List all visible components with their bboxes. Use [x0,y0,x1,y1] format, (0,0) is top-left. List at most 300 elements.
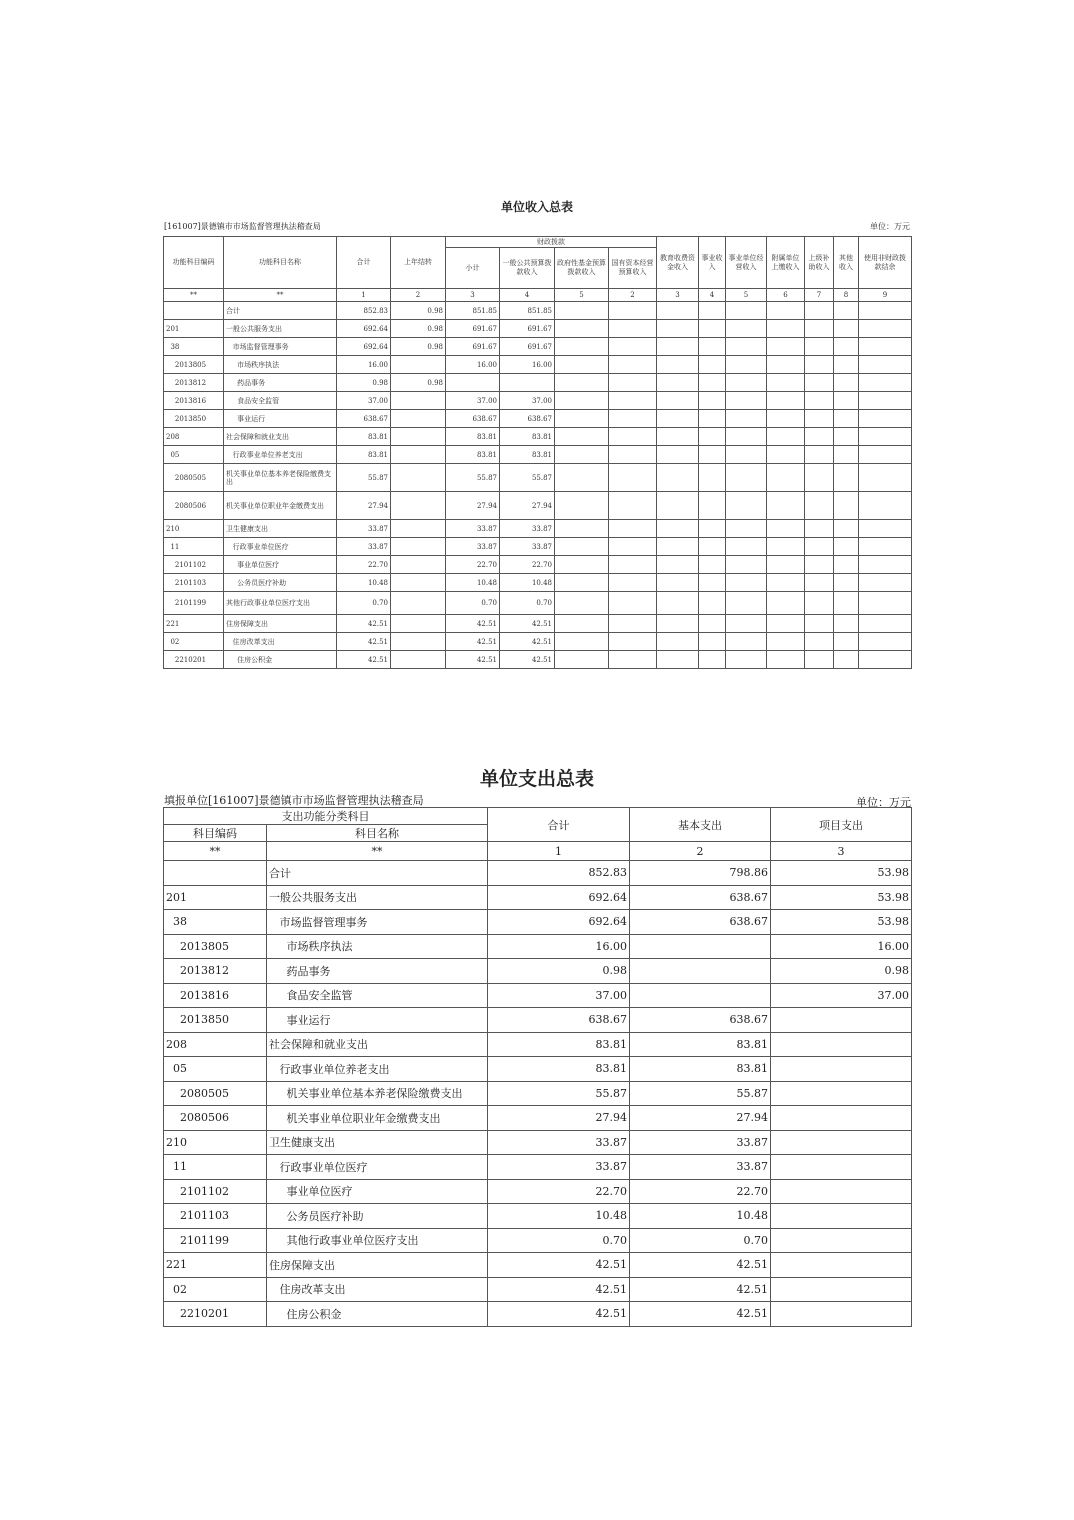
income-cell-code: 2013805 [164,356,224,374]
expense-cell-code: 02 [164,1277,267,1302]
income-cell-empty [699,428,726,446]
expense-table-row [164,1032,912,1057]
income-cell-carryover [391,464,446,492]
income-cell-empty [699,556,726,574]
income-cell-empty [609,446,657,464]
income-cell-total: 16.00 [337,356,391,374]
income-cell-carryover [391,356,446,374]
income-cell-subtotal [446,374,500,392]
expense-cell-code: 38 [164,910,267,935]
income-index-cell: 3 [446,289,500,302]
income-cell-empty [859,374,912,392]
income-cell-empty [767,574,805,592]
income-cell-general-budget: 27.94 [500,492,555,520]
income-cell-subtotal: 16.00 [446,356,500,374]
income-cell-code: 2080506 [164,492,224,520]
income-table-row [164,392,912,410]
income-cell-code [164,302,224,320]
income-cell-empty [657,446,699,464]
income-cell-carryover [391,574,446,592]
expense-cell-project [771,1277,912,1302]
income-cell-empty [657,302,699,320]
income-cell-empty [699,374,726,392]
income-cell-total: 55.87 [337,464,391,492]
income-cell-empty [767,338,805,356]
income-cell-code: 208 [164,428,224,446]
income-cell-empty [726,302,767,320]
income-cell-name: 行政事业单位医疗 [224,538,337,556]
income-cell-empty [726,615,767,633]
expense-cell-code: 2013816 [164,983,267,1008]
income-cell-total: 0.70 [337,592,391,615]
income-cell-empty [859,574,912,592]
income-header-business-income: 事业收入 [699,237,726,289]
income-cell-general-budget: 37.00 [500,392,555,410]
income-cell-subtotal: 42.51 [446,615,500,633]
expense-table-row [164,1081,912,1106]
income-cell-general-budget: 42.51 [500,651,555,669]
expense-index-cell: 3 [771,842,912,861]
income-cell-name: 市场监督管理事务 [224,338,337,356]
income-header-superior-subsidy: 上级补助收入 [805,237,834,289]
income-table-row [164,356,912,374]
income-cell-empty [726,356,767,374]
income-cell-empty [555,410,609,428]
expense-cell-code: 2101199 [164,1228,267,1253]
expense-table-row [164,1008,912,1033]
income-cell-empty [726,633,767,651]
expense-cell-total: 33.87 [488,1130,630,1155]
income-cell-code: 2013850 [164,410,224,428]
income-cell-empty [726,592,767,615]
expense-cell-code: 2013805 [164,934,267,959]
income-cell-subtotal: 27.94 [446,492,500,520]
income-cell-empty [859,410,912,428]
income-cell-empty [859,302,912,320]
income-cell-empty [609,538,657,556]
income-cell-subtotal: 83.81 [446,428,500,446]
expense-table-row [164,983,912,1008]
income-cell-empty [767,615,805,633]
expense-cell-basic: 10.48 [630,1204,771,1229]
expense-cell-project [771,1008,912,1033]
income-cell-empty [555,538,609,556]
income-table-row [164,302,912,320]
income-cell-name: 住房公积金 [224,651,337,669]
income-cell-name: 药品事务 [224,374,337,392]
income-cell-empty [805,592,834,615]
income-cell-carryover [391,392,446,410]
expense-cell-total: 27.94 [488,1106,630,1131]
expense-cell-name: 其他行政事业单位医疗支出 [267,1228,488,1253]
expense-table-row [164,861,912,886]
income-cell-empty [609,428,657,446]
income-cell-empty [767,356,805,374]
income-header-other-income: 其他收入 [834,237,859,289]
expense-cell-code: 2013850 [164,1008,267,1033]
expense-table-row [164,1228,912,1253]
income-cell-empty [767,392,805,410]
expense-cell-total: 33.87 [488,1155,630,1180]
expense-cell-project: 53.98 [771,910,912,935]
expense-table-title: 单位支出总表 [479,768,594,790]
income-header-nonfiscal-balance: 使用非财政拨款结余 [859,237,912,289]
income-cell-total: 33.87 [337,520,391,538]
income-cell-subtotal: 37.00 [446,392,500,410]
income-cell-empty [834,374,859,392]
expense-cell-basic: 42.51 [630,1302,771,1327]
income-cell-name: 市场秩序执法 [224,356,337,374]
income-index-cell: 3 [657,289,699,302]
income-cell-empty [657,428,699,446]
income-cell-general-budget: 33.87 [500,538,555,556]
expense-cell-code: 2080506 [164,1106,267,1131]
expense-cell-name: 行政事业单位养老支出 [267,1057,488,1082]
income-cell-empty [859,392,912,410]
income-table-row [164,556,912,574]
income-cell-empty [726,320,767,338]
income-cell-empty [767,520,805,538]
income-cell-name: 一般公共服务支出 [224,320,337,338]
income-cell-empty [805,633,834,651]
income-cell-carryover [391,538,446,556]
income-cell-empty [767,410,805,428]
expense-cell-code: 201 [164,885,267,910]
income-cell-empty [834,392,859,410]
income-header-state-capital: 国有资本经营预算收入 [609,248,657,289]
expense-cell-name: 公务员医疗补助 [267,1204,488,1229]
income-cell-name: 住房保障支出 [224,615,337,633]
income-cell-empty [834,338,859,356]
income-cell-subtotal: 851.85 [446,302,500,320]
expense-header-code: 科目编码 [164,825,267,842]
expense-cell-project: 0.98 [771,959,912,984]
income-table-row [164,574,912,592]
expense-cell-total: 852.83 [488,861,630,886]
income-cell-empty [609,338,657,356]
expense-cell-total: 83.81 [488,1057,630,1082]
income-header-code: 功能科目编码 [164,237,224,289]
income-cell-carryover [391,492,446,520]
income-cell-empty [767,592,805,615]
income-cell-general-budget: 22.70 [500,556,555,574]
income-cell-empty [834,538,859,556]
income-cell-empty [699,520,726,538]
expense-cell-basic: 55.87 [630,1081,771,1106]
income-cell-name: 行政事业单位养老支出 [224,446,337,464]
income-index-cell: ** [224,289,337,302]
income-table-row [164,374,912,392]
income-cell-total: 83.81 [337,428,391,446]
income-cell-empty [657,615,699,633]
income-cell-total: 42.51 [337,651,391,669]
income-cell-name: 其他行政事业单位医疗支出 [224,592,337,615]
income-cell-carryover [391,592,446,615]
income-cell-code: 2080505 [164,464,224,492]
income-header-edu-fee: 教育收费资金收入 [657,237,699,289]
income-cell-empty [726,520,767,538]
income-cell-empty [555,302,609,320]
expense-cell-total: 42.51 [488,1253,630,1278]
income-cell-empty [834,302,859,320]
income-cell-code: 2013816 [164,392,224,410]
income-cell-empty [859,538,912,556]
income-cell-subtotal: 10.48 [446,574,500,592]
income-cell-code: 2101199 [164,592,224,615]
income-cell-total: 27.94 [337,492,391,520]
income-cell-empty [726,538,767,556]
income-cell-empty [699,633,726,651]
expense-table-row [164,1277,912,1302]
income-cell-empty [767,492,805,520]
expense-cell-code [164,861,267,886]
expense-header-basic: 基本支出 [630,808,771,842]
income-header-carryover: 上年结转 [391,237,446,289]
income-cell-empty [767,464,805,492]
income-cell-total: 638.67 [337,410,391,428]
income-cell-name: 卫生健康支出 [224,520,337,538]
income-cell-code: 201 [164,320,224,338]
income-cell-general-budget: 691.67 [500,320,555,338]
income-cell-empty [609,651,657,669]
expense-cell-basic: 22.70 [630,1179,771,1204]
income-cell-empty [555,338,609,356]
expense-cell-total: 55.87 [488,1081,630,1106]
income-cell-name: 食品安全监管 [224,392,337,410]
income-cell-empty [726,556,767,574]
income-cell-carryover: 0.98 [391,302,446,320]
income-cell-general-budget: 691.67 [500,338,555,356]
income-cell-empty [805,651,834,669]
expense-table-row [164,1253,912,1278]
income-cell-carryover [391,446,446,464]
expense-table-row [164,934,912,959]
income-cell-empty [834,464,859,492]
income-cell-empty [609,410,657,428]
expense-cell-code: 11 [164,1155,267,1180]
income-cell-total: 83.81 [337,446,391,464]
expense-cell-name: 住房改革支出 [267,1277,488,1302]
expense-cell-basic: 798.86 [630,861,771,886]
income-cell-empty [657,338,699,356]
expense-cell-name: 卫生健康支出 [267,1130,488,1155]
income-cell-empty [609,633,657,651]
expense-cell-name: 食品安全监管 [267,983,488,1008]
income-header-general-budget: 一般公共预算拨款收入 [500,248,555,289]
income-cell-general-budget: 42.51 [500,615,555,633]
income-cell-empty [699,574,726,592]
income-cell-name: 事业单位医疗 [224,556,337,574]
income-cell-code: 221 [164,615,224,633]
income-index-cell: 1 [337,289,391,302]
expense-cell-name: 机关事业单位职业年金缴费支出 [267,1106,488,1131]
income-cell-empty [834,615,859,633]
income-cell-code: 05 [164,446,224,464]
expense-cell-code: 221 [164,1253,267,1278]
income-cell-empty [859,615,912,633]
expense-table-row [164,1155,912,1180]
income-cell-empty [726,392,767,410]
income-cell-empty [657,574,699,592]
income-cell-total: 33.87 [337,538,391,556]
income-cell-empty [657,392,699,410]
expense-cell-code: 2101102 [164,1179,267,1204]
income-cell-empty [555,464,609,492]
income-index-cell: 2 [391,289,446,302]
income-cell-empty [609,320,657,338]
income-index-cell: 4 [699,289,726,302]
income-cell-carryover [391,651,446,669]
income-cell-empty [657,374,699,392]
income-cell-empty [726,338,767,356]
expense-unit-label: 单位：万元 [856,796,911,809]
income-cell-empty [657,320,699,338]
expense-header-group: 支出功能分类科目 [164,808,488,825]
income-cell-empty [805,574,834,592]
expense-table-row [164,1302,912,1327]
income-cell-name: 社会保障和就业支出 [224,428,337,446]
expense-cell-basic: 27.94 [630,1106,771,1131]
income-cell-subtotal: 691.67 [446,320,500,338]
expense-cell-project [771,1081,912,1106]
income-cell-empty [726,651,767,669]
expense-cell-basic: 33.87 [630,1155,771,1180]
income-cell-code: 02 [164,633,224,651]
income-cell-empty [859,520,912,538]
income-cell-empty [805,356,834,374]
income-cell-total: 692.64 [337,338,391,356]
income-cell-empty [834,410,859,428]
expense-cell-name: 一般公共服务支出 [267,885,488,910]
income-cell-empty [609,356,657,374]
income-cell-empty [555,446,609,464]
income-cell-total: 852.83 [337,302,391,320]
expense-cell-project [771,1130,912,1155]
income-table-row [164,446,912,464]
income-cell-empty [657,492,699,520]
expense-table-row [164,885,912,910]
income-cell-empty [657,633,699,651]
income-header-name: 功能科目名称 [224,237,337,289]
income-index-cell: 8 [834,289,859,302]
income-cell-empty [657,556,699,574]
income-cell-empty [726,464,767,492]
income-cell-subtotal: 42.51 [446,633,500,651]
income-cell-name: 事业运行 [224,410,337,428]
income-cell-subtotal: 638.67 [446,410,500,428]
income-cell-empty [805,492,834,520]
expense-cell-basic: 638.67 [630,910,771,935]
income-cell-empty [609,302,657,320]
expense-cell-basic: 638.67 [630,1008,771,1033]
income-table-row [164,428,912,446]
income-cell-empty [609,392,657,410]
expense-header-project: 项目支出 [771,808,912,842]
income-cell-empty [555,428,609,446]
income-cell-empty [699,538,726,556]
income-cell-empty [859,464,912,492]
expense-unit-name: 填报单位[161007]景德镇市市场监督管理执法稽查局 [164,794,424,807]
expense-cell-name: 行政事业单位医疗 [267,1155,488,1180]
expense-cell-project: 53.98 [771,885,912,910]
income-cell-empty [767,556,805,574]
expense-cell-project [771,1302,912,1327]
expense-cell-project: 53.98 [771,861,912,886]
income-cell-subtotal: 33.87 [446,520,500,538]
expense-cell-basic: 638.67 [630,885,771,910]
expense-cell-code: 05 [164,1057,267,1082]
expense-cell-total: 0.98 [488,959,630,984]
income-index-cell: 6 [767,289,805,302]
income-cell-total: 37.00 [337,392,391,410]
income-cell-empty [805,556,834,574]
income-cell-name: 机关事业单位职业年金缴费支出 [224,492,337,520]
income-cell-empty [555,392,609,410]
expense-table-row [164,910,912,935]
income-cell-empty [699,338,726,356]
income-cell-total: 42.51 [337,615,391,633]
income-cell-empty [699,356,726,374]
income-unit-label: 单位：万元 [870,222,910,231]
expense-cell-name: 事业单位医疗 [267,1179,488,1204]
income-cell-empty [699,446,726,464]
income-cell-empty [726,410,767,428]
income-cell-empty [767,320,805,338]
expense-cell-name: 机关事业单位基本养老保险缴费支出 [267,1081,488,1106]
income-table-row [164,410,912,428]
income-cell-empty [834,633,859,651]
expense-cell-name: 合计 [267,861,488,886]
income-cell-empty [859,446,912,464]
expense-cell-code: 2013812 [164,959,267,984]
expense-cell-total: 22.70 [488,1179,630,1204]
expense-cell-total: 692.64 [488,885,630,910]
income-cell-empty [699,464,726,492]
income-cell-general-budget [500,374,555,392]
expense-header-name: 科目名称 [267,825,488,842]
income-cell-carryover [391,615,446,633]
income-cell-empty [555,592,609,615]
income-table-row [164,538,912,556]
income-cell-empty [609,615,657,633]
income-cell-general-budget: 10.48 [500,574,555,592]
income-cell-carryover: 0.98 [391,338,446,356]
expense-cell-code: 210 [164,1130,267,1155]
income-cell-empty [767,374,805,392]
income-cell-empty [805,302,834,320]
income-cell-empty [609,374,657,392]
income-table-row [164,651,912,669]
income-cell-name: 住房改革支出 [224,633,337,651]
income-cell-empty [555,651,609,669]
income-cell-empty [767,538,805,556]
income-cell-empty [657,356,699,374]
income-cell-general-budget: 851.85 [500,302,555,320]
income-table-row [164,633,912,651]
income-cell-empty [699,302,726,320]
expense-cell-project [771,1032,912,1057]
expense-table-row [164,1204,912,1229]
income-cell-empty [859,320,912,338]
expense-cell-basic [630,983,771,1008]
income-cell-carryover [391,410,446,428]
income-cell-empty [805,374,834,392]
expense-header-total: 合计 [488,808,630,842]
expense-table [163,807,912,1327]
expense-cell-name: 住房公积金 [267,1302,488,1327]
income-cell-empty [767,302,805,320]
income-cell-total: 22.70 [337,556,391,574]
